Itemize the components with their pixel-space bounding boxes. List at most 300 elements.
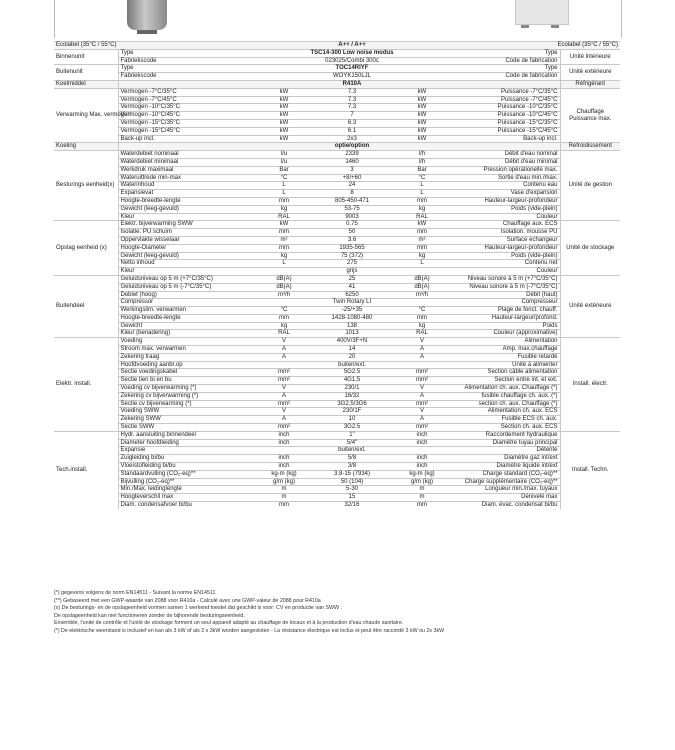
spec-row (54, 244, 620, 252)
spec-row (54, 283, 620, 291)
outdoor-unit-foot (521, 25, 529, 28)
param-unit-fr (402, 57, 442, 65)
indoor-tank-base (137, 30, 157, 34)
param-value: Twin Rotary LI (302, 299, 402, 307)
param-label-nl: Gewicht (leeg-gevuld) (118, 252, 266, 260)
param-unit-fr: inch (402, 455, 442, 463)
param-unit-fr: kW (402, 221, 442, 229)
param-label-nl (118, 143, 266, 151)
param-label-fr: Contenu net (442, 260, 560, 268)
param-value: 1" (302, 431, 402, 439)
spec-row (54, 197, 620, 205)
param-unit (266, 143, 302, 151)
spec-row (54, 174, 620, 182)
param-label-fr: fusible chauffage ch. aux. (*) (442, 392, 560, 400)
param-value: 7.3 (302, 88, 402, 96)
param-unit-fr: A (402, 416, 442, 424)
param-unit: inch (266, 439, 302, 447)
param-value: 50 (302, 229, 402, 237)
param-unit-fr: kW (402, 119, 442, 127)
param-unit: kg (266, 205, 302, 213)
param-label-fr: Back-up incl. (442, 135, 560, 143)
param-label-fr: Puissance -15°C/45°C (442, 127, 560, 135)
param-label-nl: Sectie cv bijverwarming (*) (118, 400, 266, 408)
param-value: buiten/ext. (302, 447, 402, 455)
param-label-nl: Hoogte-breedte-lengte (118, 197, 266, 205)
param-label-nl: Type (118, 49, 266, 57)
param-value: 5-30 (302, 486, 402, 494)
param-value: 75 (372) (302, 252, 402, 260)
param-unit: RAL (266, 330, 302, 338)
param-unit (266, 361, 302, 369)
param-label-fr: Hauteur-largeur-profondeur (442, 244, 560, 252)
param-unit-fr: inch (402, 431, 442, 439)
spec-row (54, 322, 620, 330)
param-unit-fr (402, 361, 442, 369)
param-label-fr: Section entre int. et ext. (442, 377, 560, 385)
param-unit-fr: L (402, 182, 442, 190)
param-unit (266, 80, 302, 88)
spec-row (54, 392, 620, 400)
param-label-fr: Pression opérationelle max. (442, 166, 560, 174)
param-unit: A (266, 353, 302, 361)
spec-row (54, 455, 620, 463)
param-value: 3 (302, 166, 402, 174)
param-unit: inch (266, 455, 302, 463)
param-unit-fr: mm² (402, 424, 442, 432)
param-value: 0.75 (302, 221, 402, 229)
group-label-nl: Verwarming Max. vermogen (54, 88, 118, 143)
param-unit (266, 65, 302, 73)
param-value: 41 (302, 283, 402, 291)
group-label-nl: Opslag eenheid (x) (54, 221, 118, 276)
spec-row (54, 73, 620, 81)
spec-row (54, 353, 620, 361)
param-label-fr: Débit d'eau minimal (442, 158, 560, 166)
param-unit: kg-m (kg) (266, 470, 302, 478)
param-label-fr: Puissance -7°C/45°C (442, 96, 560, 104)
param-label-nl: Waterdebiet nominaal (118, 151, 266, 159)
param-unit-fr: V (402, 338, 442, 346)
spec-row (54, 158, 620, 166)
spec-row (54, 65, 620, 73)
param-label-fr: Détente (442, 447, 560, 455)
param-unit-fr (402, 73, 442, 81)
param-label-nl: Vermogen -7°C/35°C (118, 88, 266, 96)
param-value: 7 (302, 112, 402, 120)
group-label-fr: Refroidissement (560, 143, 620, 151)
group-label-fr: Unité de gestion (560, 151, 620, 221)
param-label-nl: Elektr. bijverwarming SWW (118, 221, 266, 229)
param-label-fr: Raccordement hydraulique (442, 431, 560, 439)
param-value: 6250 (302, 291, 402, 299)
param-label-nl: Hoogteverschil max (118, 494, 266, 502)
param-unit-fr: RAL (402, 330, 442, 338)
param-label-fr: Alimentation (442, 338, 560, 346)
param-value: 138 (302, 322, 402, 330)
param-label-fr: Niveau sonore à 5 m (+7°C/35°C) (442, 275, 560, 283)
param-unit-fr: V (402, 385, 442, 393)
group-label-fr: Unité extérieure (560, 65, 620, 81)
param-label-fr: Poids (vide-plein) (442, 205, 560, 213)
param-value: 400V/3F+N (302, 338, 402, 346)
group-label-fr: Unité extérieure (560, 275, 620, 337)
param-label-nl: Zuigleiding bi/bu (118, 455, 266, 463)
param-value: 32/16 (302, 502, 402, 509)
param-label-nl: Back-up incl. (118, 135, 266, 143)
group-label-fr: Chauffage Puissance max. (560, 88, 620, 143)
outdoor-unit-image (515, 0, 569, 25)
param-value: TSC14-300 Low noise modus (302, 49, 402, 57)
ecolabel-label-fr: Ecolabel (35°C / 55°C) (402, 42, 620, 50)
param-label-fr: Hauteur-largeur/profond. (442, 314, 560, 322)
param-unit: mm (266, 502, 302, 509)
param-value: WOYK150LJL (302, 73, 402, 81)
param-unit-fr: kW (402, 88, 442, 96)
param-unit-fr: °C (402, 307, 442, 315)
param-unit: kW (266, 135, 302, 143)
ecolabel-row (54, 42, 620, 50)
param-value: 24 (302, 182, 402, 190)
spec-row (54, 49, 620, 57)
param-value: 3.6 (302, 236, 402, 244)
param-unit (266, 447, 302, 455)
param-unit: °C (266, 174, 302, 182)
param-value: 6.3 (302, 119, 402, 127)
spec-row (54, 96, 620, 104)
param-unit-fr: mm (402, 229, 442, 237)
param-label-fr: Puissance -10°C/35°C (442, 104, 560, 112)
group-label-fr: Réfrigérant (560, 80, 620, 88)
param-value: 1013 (302, 330, 402, 338)
spec-row (54, 346, 620, 354)
param-unit-fr (402, 299, 442, 307)
spec-row (54, 88, 620, 96)
param-unit: kW (266, 221, 302, 229)
param-label-nl: Debiet (hoog) (118, 291, 266, 299)
spec-row (54, 112, 620, 120)
param-value: 805-450-471 (302, 197, 402, 205)
param-label-nl: Zekering SWW (118, 416, 266, 424)
indoor-tank-image (127, 0, 167, 30)
outdoor-unit-foot (551, 25, 559, 28)
param-value: 4G1,5 (302, 377, 402, 385)
footnote-line: De opslageenheid kan niet functioneren zonder de bijhorende besturingseenheid. (54, 612, 245, 619)
param-value: 3G2.5 (302, 424, 402, 432)
param-unit-fr (402, 80, 442, 88)
param-value: 230/1 (302, 385, 402, 393)
param-value: 20 (302, 353, 402, 361)
spec-row (54, 104, 620, 112)
param-unit-fr: m (402, 494, 442, 502)
param-value: 5/8 (302, 455, 402, 463)
param-label-fr: Poids (vide-plein) (442, 252, 560, 260)
group-label-nl: Elektr. install. (54, 338, 118, 432)
param-unit-fr: kW (402, 135, 442, 143)
param-unit: V (266, 408, 302, 416)
param-value: 1935-565 (302, 244, 402, 252)
ecolabel-label-nl: Ecolabel (35°C / 55°C) (54, 42, 302, 50)
param-label-nl: Werkingslim. verwarmen (118, 307, 266, 315)
spec-row (54, 299, 620, 307)
param-unit: kW (266, 88, 302, 96)
param-label-fr: Diamètre gaz int/ext (442, 455, 560, 463)
param-value: TOC14RIYF (302, 65, 402, 73)
param-unit: kW (266, 112, 302, 120)
param-label-nl: Expansie (118, 447, 266, 455)
param-unit-fr: L (402, 190, 442, 198)
param-label-fr: Couleur (approximative) (442, 330, 560, 338)
param-unit: dB(A) (266, 283, 302, 291)
param-unit-fr: L (402, 260, 442, 268)
param-value: 10 (302, 416, 402, 424)
param-label-nl: Hydr. aansluiting binnendeel (118, 431, 266, 439)
param-unit: dB(A) (266, 275, 302, 283)
param-label-nl: Fabriekscode (118, 73, 266, 81)
param-unit-fr: mm (402, 502, 442, 509)
spec-row (54, 408, 620, 416)
param-value: 3.8-15 (7934) (302, 470, 402, 478)
param-unit-fr (402, 268, 442, 276)
spec-row (54, 416, 620, 424)
param-label-fr: Surface echangeur (442, 236, 560, 244)
param-unit: m (266, 494, 302, 502)
param-value: 15 (302, 494, 402, 502)
param-value: 2339 (302, 151, 402, 159)
spec-row (54, 377, 620, 385)
param-label-fr: Code de fabrication (442, 73, 560, 81)
param-unit-fr (402, 143, 442, 151)
group-label-nl: Koelmiddel (54, 80, 118, 88)
param-unit: kg (266, 252, 302, 260)
spec-row (54, 463, 620, 471)
param-label-nl: Diam. condensafvoer bi/bu (118, 502, 266, 509)
spec-row (54, 291, 620, 299)
param-unit-fr: m³/h (402, 291, 442, 299)
param-unit: mm (266, 244, 302, 252)
param-unit: °C (266, 307, 302, 315)
param-label-nl: Min./Max. leidinglengte (118, 486, 266, 494)
param-label-nl: Netto inhoud (118, 260, 266, 268)
param-unit-fr: A (402, 392, 442, 400)
spec-row (54, 361, 620, 369)
param-unit: inch (266, 463, 302, 471)
param-label-fr: Charge standard (CO₂-eq)** (442, 470, 560, 478)
param-value: 16/32 (302, 392, 402, 400)
spec-table (54, 41, 620, 509)
spec-row (54, 182, 620, 190)
param-unit-fr: m² (402, 236, 442, 244)
param-unit (266, 57, 302, 65)
param-value: +8/+60 (302, 174, 402, 182)
param-label-nl: Voeding (118, 338, 266, 346)
param-unit-fr: mm (402, 314, 442, 322)
spec-row (54, 229, 620, 237)
spec-row (54, 338, 620, 346)
param-unit-fr: mm² (402, 369, 442, 377)
spec-row (54, 135, 620, 143)
param-unit-fr: dB(A) (402, 283, 442, 291)
param-unit: A (266, 346, 302, 354)
param-unit-fr: mm (402, 197, 442, 205)
footnote-line: (*) De elektrische weerstand is inclusief en kan als 3 kW of als 2 x 3kW worden aangesloten - La résistance électrique est inclus et peut être raccordé 3 kW ou 2x 3kW (54, 627, 445, 634)
param-unit: m² (266, 236, 302, 244)
param-unit-fr: m (402, 486, 442, 494)
param-label-nl: Gewicht (leeg-gevuld) (118, 205, 266, 213)
param-unit: l/u (266, 151, 302, 159)
param-label-fr: Couleur (442, 213, 560, 221)
group-label-fr: Unité intérieure (560, 49, 620, 65)
param-value: 3G2,5/3G6 (302, 400, 402, 408)
param-unit-fr: kg (402, 322, 442, 330)
param-value: 3/8 (302, 463, 402, 471)
param-unit-fr: kg-m (kg) (402, 470, 442, 478)
param-label-nl: Vermogen -10°C/35°C (118, 104, 266, 112)
param-label-nl: Geluidsniveau op 5 m (-7°C/35°C) (118, 283, 266, 291)
spec-row (54, 385, 620, 393)
param-label-fr: Compresseur (442, 299, 560, 307)
param-value: optie/option (302, 143, 402, 151)
param-unit: g/m (kg) (266, 478, 302, 486)
param-value: 275 (302, 260, 402, 268)
param-label-nl: Compressor (118, 299, 266, 307)
spec-row (54, 502, 620, 509)
param-label-nl: Kleur (benadering) (118, 330, 266, 338)
param-value: 50 (104) (302, 478, 402, 486)
param-unit-fr: g/m (kg) (402, 478, 442, 486)
param-label-fr: Débit d'eau nominal (442, 151, 560, 159)
param-unit: V (266, 385, 302, 393)
spec-row (54, 424, 620, 432)
spec-row (54, 275, 620, 283)
param-label-fr: Type (442, 49, 560, 57)
param-label-nl: Voeding SWW (118, 408, 266, 416)
group-label-fr: Install. électr. (560, 338, 620, 432)
spec-row (54, 400, 620, 408)
param-label-nl: Expansievat (118, 190, 266, 198)
spec-row (54, 439, 620, 447)
param-label-nl: Gewicht (118, 322, 266, 330)
param-label-nl: Fabriekscode (118, 57, 266, 65)
spec-row (54, 127, 620, 135)
param-label-fr: Débit (haut) (442, 291, 560, 299)
param-label-fr: Plage de fonct. chauff. (442, 307, 560, 315)
spec-row (54, 80, 620, 88)
param-label-fr: Fusible ECS ch. aux. (442, 416, 560, 424)
param-value: 25 (302, 275, 402, 283)
param-label-nl: Vermogen -15°C/35°C (118, 119, 266, 127)
param-unit-fr: kW (402, 127, 442, 135)
param-value: 8 (302, 190, 402, 198)
param-label-fr: Vase d'expansion (442, 190, 560, 198)
param-label-fr: Dénivelé max (442, 494, 560, 502)
param-label-nl: Vloeistofleiding bi/bu (118, 463, 266, 471)
param-unit: mm² (266, 377, 302, 385)
param-value: 1460 (302, 158, 402, 166)
param-label-nl: Hoofdvoeding aanbr.op (118, 361, 266, 369)
spec-row (54, 213, 620, 221)
param-label-fr: Alimentation ch. aux. ECS (442, 408, 560, 416)
param-label-nl: Sectie SWW (118, 424, 266, 432)
param-unit-fr: °C (402, 174, 442, 182)
param-label-nl: Vermogen -7°C/45°C (118, 96, 266, 104)
spec-row (54, 166, 620, 174)
footnote-line: (**) Gebaseerd met een GWP-waarde van 2088 voor R410a - Calculé avec une GWP-valeur de 2088 pour R410a (54, 597, 321, 604)
param-unit-fr: kW (402, 112, 442, 120)
param-unit: inch (266, 431, 302, 439)
spec-row (54, 143, 620, 151)
param-unit-fr: mm² (402, 400, 442, 408)
param-label-nl: Oppervlakte wisselaar (118, 236, 266, 244)
spec-row (54, 190, 620, 198)
param-label-fr (442, 143, 560, 151)
param-label-fr: Niveau sonore à 5 m (-7°C/35°C) (442, 283, 560, 291)
param-value: grijs (302, 268, 402, 276)
spec-row (54, 369, 620, 377)
spec-row (54, 314, 620, 322)
param-unit: V (266, 338, 302, 346)
param-label-fr: Charge supplémentaire (CO₂-eq)** (442, 478, 560, 486)
param-unit: mm (266, 197, 302, 205)
param-unit: kg (266, 322, 302, 330)
group-label-nl: Buitenunit (54, 65, 118, 81)
param-unit-fr: A (402, 346, 442, 354)
param-label-nl: Kleur (118, 268, 266, 276)
param-label-nl: Stroom max. verwarmen (118, 346, 266, 354)
param-unit-fr: l/h (402, 158, 442, 166)
param-label-fr: section ch. aux. Chauffage (*) (442, 400, 560, 408)
param-label-fr (442, 80, 560, 88)
ecolabel-value: A++ / A++ (302, 42, 402, 50)
param-unit: RAL (266, 213, 302, 221)
group-label-nl: Binnenunit (54, 49, 118, 65)
param-unit-fr: kW (402, 96, 442, 104)
param-unit-fr: kg (402, 252, 442, 260)
param-label-nl: Sectie tien bi en bu (118, 377, 266, 385)
param-unit: m³/h (266, 291, 302, 299)
param-value: 5/4" (302, 439, 402, 447)
param-label-fr: Puissance -10°C/45°C (442, 112, 560, 120)
param-label-fr: Longueur min./max. tuyaux (442, 486, 560, 494)
param-label-nl: Voeding cv bijverwarming (*) (118, 385, 266, 393)
param-unit: A (266, 416, 302, 424)
param-label-fr: Isolation. mousse PU (442, 229, 560, 237)
spec-row (54, 260, 620, 268)
param-label-nl: Isolatie. PU schuim (118, 229, 266, 237)
param-label-fr: Amp. max.chauffage (442, 346, 560, 354)
param-unit: Bar (266, 166, 302, 174)
param-unit-fr: mm (402, 244, 442, 252)
param-unit: mm² (266, 424, 302, 432)
param-unit-fr: A (402, 353, 442, 361)
param-label-fr: Sortie d'eau min./max. (442, 174, 560, 182)
param-unit-fr: V (402, 408, 442, 416)
param-label-fr: Couleur (442, 268, 560, 276)
spec-row (54, 151, 620, 159)
param-unit: A (266, 392, 302, 400)
param-unit: m (266, 486, 302, 494)
spec-row (54, 236, 620, 244)
spec-row (54, 268, 620, 276)
param-value: 023025/Combi 300c (302, 57, 402, 65)
param-unit-fr: kg (402, 205, 442, 213)
param-value: 230/1F (302, 408, 402, 416)
param-label-fr: Chauffage aux. ECS (442, 221, 560, 229)
param-label-nl: Geluidsniveau op 5 m (+7°C/35°C) (118, 275, 266, 283)
group-label-nl: Koeling (54, 143, 118, 151)
param-unit: mm² (266, 369, 302, 377)
spec-row (54, 307, 620, 315)
